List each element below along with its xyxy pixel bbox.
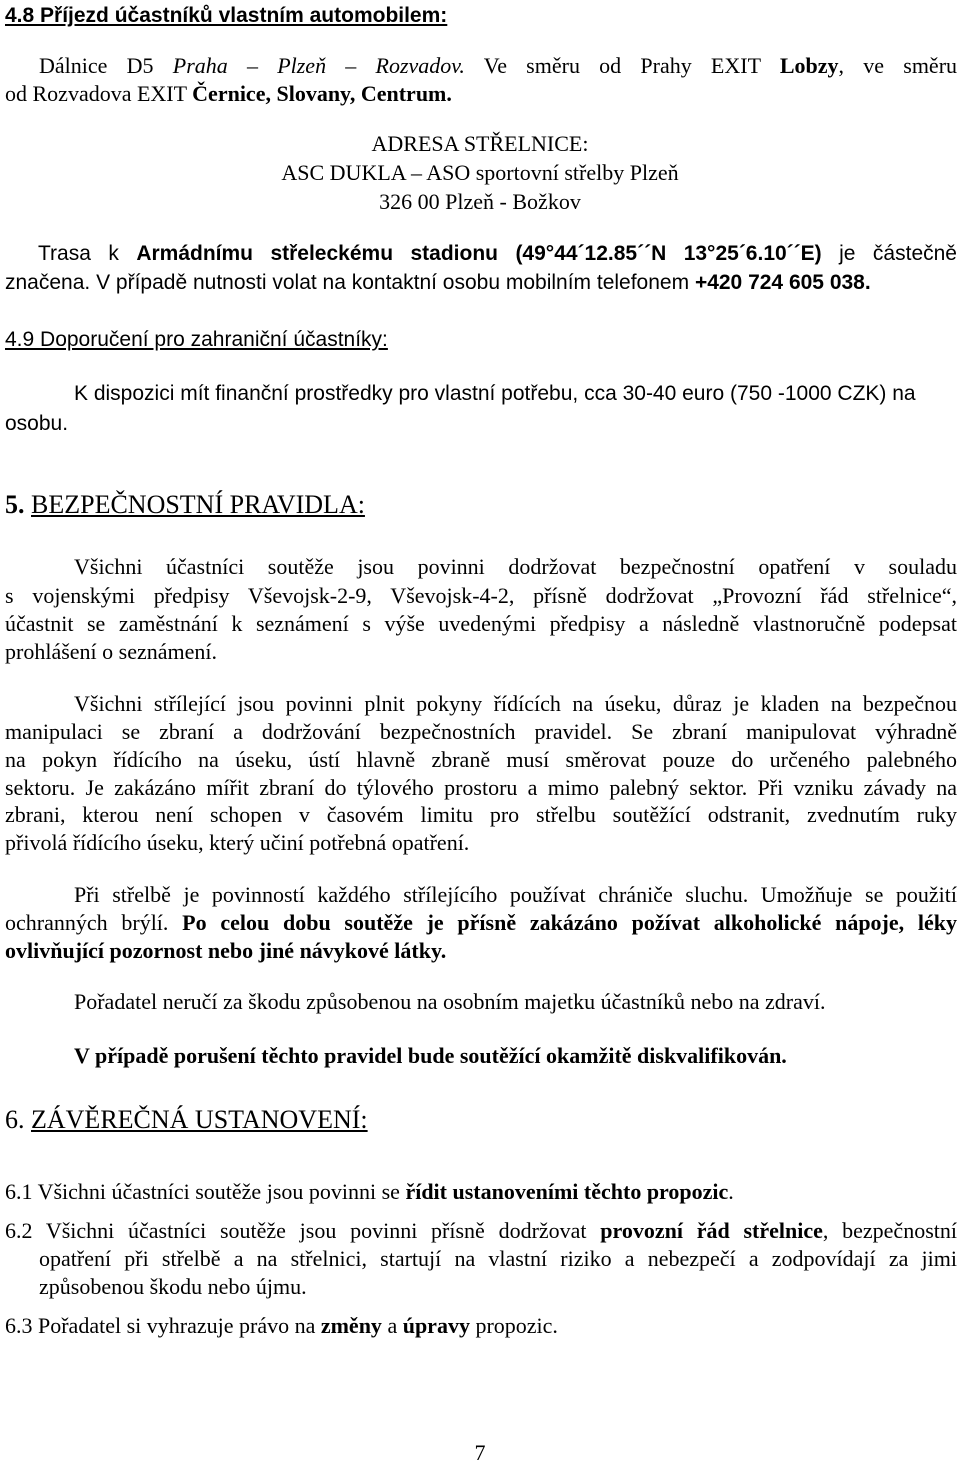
s5-p2-line-3: na pokyn řídícího na úseku, ústí hlavně zbraně musí směrovat pouze do určeného palebného: [5, 747, 957, 772]
s5-p2-line-6: přivolá řídícího úseku, který učiní potřebná opatření.: [5, 830, 470, 855]
s48-line-2: od Rozvadova EXIT Černice, Slovany, Centrum.: [5, 81, 452, 106]
s5-p2-line-1: Všichni střílející jsou povinni plnit pokyny řídících na úseku, důraz je kladen na bezpečnou: [74, 691, 957, 716]
item-6-2-line-2: opatření při střelbě a na střelnici, startují na vlastní riziko a nebezpečí a zodpovídají za jimi: [39, 1246, 957, 1271]
s5-p3-line-2: ochranných brýlí. Po celou dobu soutěže je přísně zakázáno požívat alkoholické nápoje, léky: [5, 910, 958, 935]
s49-line-1: K dispozici mít finanční prostředky pro vlastní potřebu, cca 30-40 euro (750 -1000 CZK) na: [74, 382, 916, 405]
s5-p2-line-2: manipulaci se zbraní a dodržování bezpečnostních pravidel. Se zbraní manipulovat výhradně: [5, 719, 957, 744]
s5-p1-line-3: účastnit se zaměstnání k seznámení s výše uvedenými předpisy a následně vlastnoručně podepsat: [5, 611, 957, 636]
item-6-2-line-3: způsobenou škodu nebo újmu.: [39, 1274, 307, 1299]
page-number: 7: [474, 1440, 486, 1465]
address-line-1: ADRESA STŘELNICE:: [371, 131, 589, 156]
s5-p1-line-4: prohlášení o seznámení.: [5, 639, 217, 664]
s5-p3-line-1: Při střelbě je povinností každého střílejícího používat chrániče sluchu. Umožňuje se použití: [74, 882, 957, 907]
section-4-9-heading: 4.9 Doporučení pro zahraniční účastníky:: [5, 328, 388, 351]
s5-p2-line-5: zbrani, kterou není schopen v časovém limitu pro střelbu soutěžící odstranit, zvednutím ruky: [5, 802, 957, 827]
section-4-8-heading: 4.8 Příjezd účastníků vlastním automobilem:: [5, 4, 448, 27]
section-5-heading: 5. BEZPEČNOSTNÍ PRAVIDLA:: [5, 490, 365, 519]
route-line-1: Trasa k Armádnímu střeleckému stadionu (49°44´12.85´´N 13°25´6.10´´E) je částečně: [38, 242, 957, 265]
address-line-3: 326 00 Plzeň - Božkov: [379, 189, 581, 214]
address-line-2: ASC DUKLA – ASO sportovní střelby Plzeň: [281, 160, 679, 185]
s5-p1-line-1: Všichni účastníci soutěže jsou povinni dodržovat bezpečnostní opatření v souladu: [74, 554, 957, 579]
route-line-2: značena. V případě nutnosti volat na kontaktní osobu mobilním telefonem +420 724 605 038.: [5, 271, 871, 294]
s5-p1-line-2: s vojenskými předpisy Vševojsk-2-9, Vševojsk-4-2, přísně dodržovat „Provozní řád střelnice“,: [5, 583, 957, 608]
s5-p4: Pořadatel neručí za škodu způsobenou na osobním majetku účastníků nebo na zdraví.: [74, 989, 826, 1014]
s49-line-2: osobu.: [5, 412, 69, 435]
item-6-3: 6.3 Pořadatel si vyhrazuje právo na změny a úpravy propozic.: [5, 1313, 558, 1338]
item-6-2-line-1: 6.2 Všichni účastníci soutěže jsou povinni přísně dodržovat provozní řád střelnice, bezpečnostní: [5, 1218, 957, 1243]
s5-p3-line-3: ovlivňující pozornost nebo jiné návykové látky.: [5, 938, 447, 963]
section-6-heading: 6. ZÁVĚREČNÁ USTANOVENÍ:: [5, 1105, 368, 1134]
item-6-1: 6.1 Všichni účastníci soutěže jsou povinni se řídit ustanoveními těchto propozic.: [5, 1179, 734, 1204]
s5-p2-line-4: sektoru. Je zakázáno mířit zbraní do týlového prostoru a mimo palebný sektor. Při vzniku závady na: [5, 775, 957, 800]
s48-line-1: Dálnice D5 Praha – Plzeň – Rozvadov. Ve směru od Prahy EXIT Lobzy, ve směru: [39, 53, 958, 78]
s5-p5: V případě porušení těchto pravidel bude soutěžící okamžitě diskvalifikován.: [74, 1043, 787, 1068]
